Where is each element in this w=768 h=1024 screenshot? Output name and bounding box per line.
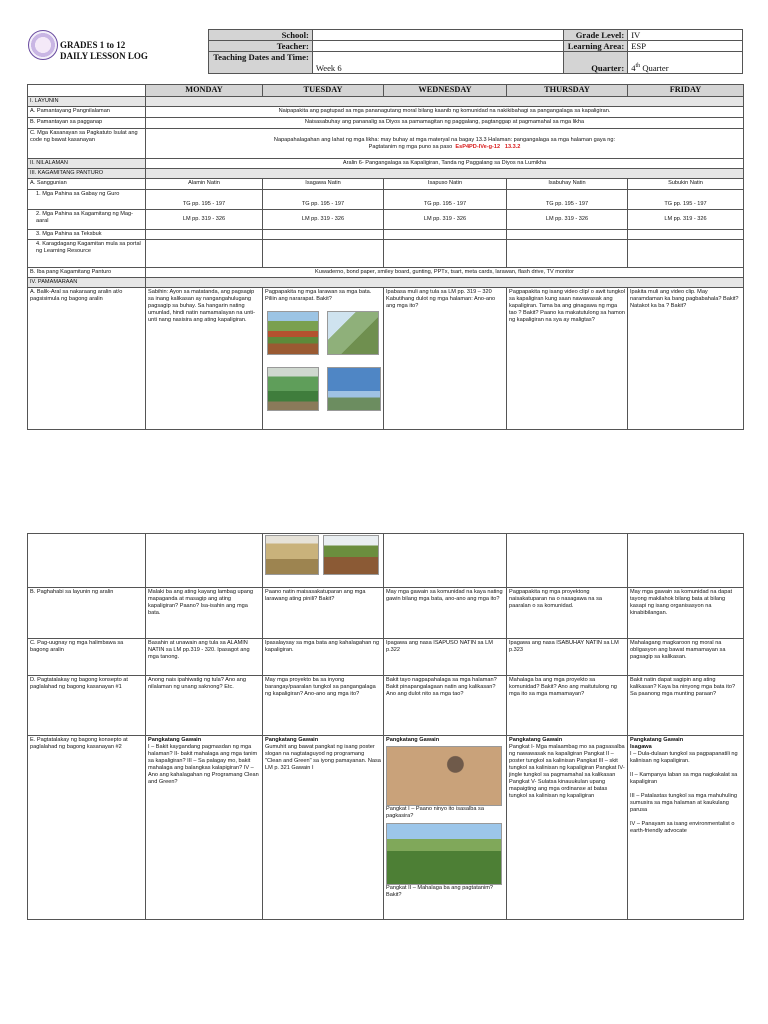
fri-item-4: IV – Panayam sa isang environmentalist o earth-friendly advocate [630, 821, 735, 834]
pangkatang-gawain-thu: Pangkatang Gawain [509, 737, 563, 743]
dll-title: DAILY LESSON LOG [60, 51, 148, 61]
pagtalakay2-mon-body: I – Bakit kaygandang pagmasdan ng mga halaman? II- bakit mahalaga ang mga tanim sa kapaligiran? III – Sa palagay mo, bakit mahalaga ang balangkas kalapigiran? IV – Ano ang kahalagahan ng Programang Clean and Green? [148, 744, 259, 785]
kasanayan-sub: Pagtatanim ng mga puno sa paso [368, 143, 453, 150]
quarter-word: Quarter [642, 63, 669, 73]
tg-wed: TG pp. 195 - 197 [384, 190, 507, 210]
day-wednesday: WEDNESDAY [384, 85, 507, 97]
cont-mon-blank [146, 534, 263, 588]
pangkatang-gawain-fri: Pangkatang Gawain [630, 737, 684, 743]
karagdagang-tue [263, 240, 384, 268]
teksbuk-mon [146, 230, 263, 240]
paghahabi-wed: May mga gawain sa komunidad na kaya nating gawin bilang mga bata, ano-ano ang mga ito? [384, 588, 507, 639]
day-header-blank [28, 85, 146, 97]
cont-thu-blank [507, 534, 628, 588]
pangkatang-gawain-wed: Pangkatang Gawain [386, 737, 440, 743]
fri-item-2: II – Kampanya laban sa mga nagkakalat sa kapaligiran [630, 772, 738, 785]
tg-thu: TG pp. 195 - 197 [507, 190, 628, 210]
garden-plot-photo [323, 535, 379, 575]
label-magaaral: 2. Mga Pahina sa Kagamitang ng Mag-aaral [28, 210, 146, 230]
karagdagang-thu [507, 240, 628, 268]
section-layunin: I. LAYUNIN [28, 97, 146, 107]
kasanayan-main: Napapahalagahan ang lahat ng mga likha: may buhay at mga materyal na bagay 13.3 Halaman: pangangalaga sa mga halaman gaya ng: [273, 136, 616, 143]
label-karagdagang: 4. Karagdagang Kagamitan mula sa portal ng Learning Resource [28, 240, 146, 268]
label-kasanayan: C. Mga Kasanayan sa Pagkatuto Isulat ang code ng bawat kasanayan [28, 129, 146, 159]
header-table [208, 29, 743, 74]
teksbuk-tue [263, 230, 384, 240]
school-label: School: [209, 30, 313, 41]
pagtalakay2-tue-body: Gumuhit ang bawat pangkat ng isang poster slogan na nagtataguyod ng programang "Clean and Green" sa iyong pamayanan. Nasa LM p. 321 Gawain I [265, 744, 381, 771]
grades-title: GRADES 1 to 12 [60, 40, 126, 50]
lm-mon: LM pp. 319 - 326 [146, 210, 263, 230]
lesson-table-page-1 [27, 84, 744, 430]
planting-people-photo [327, 311, 379, 355]
tg-mon: TG pp. 195 - 197 [146, 190, 263, 210]
teacher-label: Teacher: [209, 41, 313, 52]
paghahabi-fri: May mga gawain sa komunidad na dapat tayong makilahok bilang bata at bilang kasapi ng isang organisasyon na kinabibilangan. [628, 588, 744, 639]
lesson-table-page-2 [27, 533, 744, 920]
pagtalakay2-wed [384, 736, 507, 920]
balik-aral-wed: Ipabasa muli ang tula sa LM pp. 319 – 320 Kabutihang dulot ng mga halaman: Ano-ano ang mga ito? [384, 288, 507, 430]
cont-wed-blank [384, 534, 507, 588]
farm-field-photo [267, 311, 319, 355]
kasanayan-num: 13.3.2 [504, 143, 521, 150]
pagtalakay2-mon [146, 736, 263, 920]
label-pamantayan-pagganap: B. Pamantayan sa pagganap [28, 118, 146, 129]
cont-tue-photos [263, 534, 384, 588]
kasanayan-code: EsP4PD-IVe-g-12 [455, 143, 501, 150]
balik-aral-tue-text: Pagpapakita ng mga larawan sa mga bata. Piliin ang nararapat. Bakit? [265, 289, 372, 302]
sanggunian-col-4: Isabuhay Natin [507, 179, 628, 190]
label-pamantayang-pangnilalaman: A. Pamantayang Pangnilalaman [28, 107, 146, 118]
pag-uugnay-mon: Basahin at unawain ang tula sa ALAMIN NATIN sa LM pp.319 - 320. Ipasagot ang mga tanong. [146, 639, 263, 676]
quarter-value[interactable] [628, 52, 743, 74]
label-paghahabi: B. Paghahabi sa layunin ng aralin [28, 588, 146, 639]
karagdagang-mon [146, 240, 263, 268]
sanggunian-col-3: Isapuso Natin [384, 179, 507, 190]
pamantayang-pangnilalaman-text: Naipapakita ang pagtupad sa mga pananagutang moral bilang kaanib ng komunidad na nakikibahagi sa pangangalaga sa kapaligiran. [146, 107, 744, 118]
grade-level-value[interactable]: IV [628, 30, 743, 41]
cont-fri-blank [628, 534, 744, 588]
day-friday: FRIDAY [628, 85, 744, 97]
fri-item-1: I – Dula-dulaan tungkol sa pagpapanatili ng kalinisan ng kapaligiran. [630, 751, 738, 764]
cont-label-blank [28, 534, 146, 588]
tg-tue: TG pp. 195 - 197 [263, 190, 384, 210]
label-gabay: 1. Mga Pahina sa Gabay ng Guro [28, 190, 146, 210]
paghahabi-mon: Malaki ba ang ating kayang lambag upang mapaganda at masagip ang ating kapaligiran? Paano? Isa-isahin ang mga bata. [146, 588, 263, 639]
quarter-label: Quarter: [564, 52, 628, 74]
pagtalakay1-thu: Mahalaga ba ang mga proyekto sa komunidad? Bakit? Ano ang maitutulong ng mga ito sa mga mamamayan? [507, 676, 628, 736]
teksbuk-thu [507, 230, 628, 240]
teksbuk-wed [384, 230, 507, 240]
nilalaman-text: Aralin 6- Pangangalaga sa Kapaligiran, Tanda ng Paggalang sa Diyos na Lumikha [146, 159, 744, 169]
fri-item-3: III – Patalastas tungkol sa mga mahuhuling sumusira sa mga halaman at kaukulang parusa [630, 793, 737, 813]
section-kagamitang: III. KAGAMITANG PANTURO [28, 169, 146, 179]
label-iba-pang: B. Iba pang Kagamitang Panturo [28, 268, 146, 278]
balik-aral-thu: Pagpapakita ng isang video clip/ o awit tungkol sa kapaligiran kung saan nawawasak ang kapaligiran. Tama ba ang ginagawa ng mga tao ? Bakit? Paano ka makatutulong sa hamon ng kapaligiran na sya ay maligtas? [507, 288, 628, 430]
label-pagtalakay-1: D. Pagtatalakay ng bagong konsepto at paglalahad ng bagong kasanayan #1 [28, 676, 146, 736]
balik-aral-fri: Ipakita muli ang video clip. May naramdaman ka bang pagbabahala? Bakit? Natakot ka ba ? Bakit? [628, 288, 744, 430]
label-balik-aral: A. Balik-Aral sa nakaraang aralin at/o pagsisimula ng bagong aralin [28, 288, 146, 430]
iba-pang-text: Kuwaderno, bond paper, smiley board, gunting, PPTx, tsart, meta cards, larawan, flash drive, TV monitor [146, 268, 744, 278]
learning-area-label: Learning Area: [564, 41, 628, 52]
grade-level-label: Grade Level: [564, 30, 628, 41]
farm-planting-photo [386, 823, 502, 885]
sanggunian-col-5: Subukin Natin [628, 179, 744, 190]
wed-caption-1: Pangkat I – Paano ninyo ito isasalba sa pagkasira? [386, 806, 484, 819]
teacher-field[interactable] [312, 41, 563, 52]
teaching-dates-value[interactable]: Week 6 [312, 52, 563, 74]
pangkatang-gawain-tue: Pangkatang Gawain [265, 737, 319, 743]
karagdagang-fri [628, 240, 744, 268]
pagtalakay1-tue: May mga proyekto ba sa inyong barangay/paaralan tungkol sa pangangalaga ng kapaligiran? Ano-ano ang mga ito? [263, 676, 384, 736]
section-layunin-fill [146, 97, 744, 107]
lm-fri: LM pp. 319 - 326 [628, 210, 744, 230]
pagtalakay1-wed: Bakit tayo nagpapahalaga sa mga halaman? Bakit pinapangalagaan natin ang kalikasan? Ano ang dulot nito sa mga tao? [384, 676, 507, 736]
balik-aral-photos [265, 303, 381, 421]
kasanayan-line2 [148, 144, 741, 151]
pagtalakay2-fri [628, 736, 744, 920]
kasanayan-cell [146, 129, 744, 159]
rice-field-photo [265, 535, 319, 575]
pagtalakay1-fri: Bakit natin dapat sagipin ang ating kalikasan? Kaya ba ninyong mga bata ito? Sa paanong mga munting paraan? [628, 676, 744, 736]
karagdagang-wed [384, 240, 507, 268]
cont-photo-wrap [265, 535, 381, 583]
paghahabi-thu: Pagpapakita ng mga proyektong naisakatuparan na o nasagawa na sa paaralan o sa komunidad. [507, 588, 628, 639]
pangkatang-gawain-mon: Pangkatang Gawain [148, 737, 202, 743]
sanggunian-col-1: Alamin Natin [146, 179, 263, 190]
section-pamamaraan-fill [146, 278, 744, 288]
quarter-number: 4 [631, 63, 636, 73]
greenhouse-photo [267, 367, 319, 411]
pagtalakay2-thu-body: Pangkat I- Mga malaambag mo sa pagsasalba ng nawawasak na kapaligiran Pangkat II – poster tungkol sa kalinisan Pangkat III – skit tungkol sa kalinisan ng kapaligiran Pangkat IV- jingle tungkol sa pagmamahal sa kalikasan Pangkat V- Sulatsa kinauukulan upang mapaigting ang mga ordinanse at batas tungkol sa kalinisan ng kapaligiran [509, 744, 625, 799]
day-thursday: THURSDAY [507, 85, 628, 97]
label-pag-uugnay: C. Pag-uugnay ng mga halimbawa sa bagong aralin [28, 639, 146, 676]
drought-photo [386, 746, 502, 806]
teaching-dates-label: Teaching Dates and Time: [209, 52, 313, 74]
sanggunian-col-2: Isagawa Natin [263, 179, 384, 190]
pag-uugnay-wed: Ipagawa ang nasa ISAPUSO NATIN sa LM p.322 [384, 639, 507, 676]
section-nilalaman: II. NILALAMAN [28, 159, 146, 169]
section-pamamaraan: IV. PAMAMARAAN [28, 278, 146, 288]
lm-wed: LM pp. 319 - 326 [384, 210, 507, 230]
section-kagamitang-fill [146, 169, 744, 179]
pagtalakay1-mon: Anong nais ipahiwatig ng tula? Ano ang nilalaman ng unang saknong? Etc. [146, 676, 263, 736]
tg-fri: TG pp. 195 - 197 [628, 190, 744, 210]
pag-uugnay-fri: Mahalagang magkaroon ng moral na obligasyon ang bawat mamamayan sa pagsagip sa kalikasan. [628, 639, 744, 676]
wed-caption-2: Pangkat II – Mahalaga ba ang pagtatanim? Bakit? [386, 885, 493, 898]
label-teksbuk: 3. Mga Pahina sa Teksbuk [28, 230, 146, 240]
label-pagtalakay-2: E. Pagtatalakay ng bagong konsepto at paglalahad ng bagong kasanayan #2 [28, 736, 146, 920]
pagtalakay2-tue [263, 736, 384, 920]
balik-aral-mon: Sabihin: Ayon sa matatanda, ang pagsagip sa inang kalikasan ay nangangahulugang pagsagip sa buhay. Sa hangarin nating umunlad, hindi natin namamalayan na unti-unti nang nasisira ang ating kapaligiran. [146, 288, 263, 430]
school-field[interactable] [312, 30, 563, 41]
balik-aral-tue [263, 288, 384, 430]
lm-thu: LM pp. 319 - 326 [507, 210, 628, 230]
deped-seal [28, 30, 58, 60]
pag-uugnay-thu: Ipagawa ang nasa ISABUHAY NATIN sa LM p.323 [507, 639, 628, 676]
pamantayan-pagganap-text: Naisasabuhay ang pananalig sa Diyos sa pamamagitan ng paggalang, pagtanggap at pagmamahal sa mga likha [146, 118, 744, 129]
learning-area-value[interactable]: ESP [628, 41, 743, 52]
pagtalakay2-thu [507, 736, 628, 920]
quarter-suffix: th [635, 63, 641, 70]
paghahabi-tue: Paano natin maisasakatuparan ang mga larawang ating pinili? Bakit? [263, 588, 384, 639]
teksbuk-fri [628, 230, 744, 240]
landscape-photo [327, 367, 381, 411]
pag-uugnay-tue: Ipasalaysay sa mga bata ang kahalagahan ng kapaligiran. [263, 639, 384, 676]
isagawa-fri: Isagawa [630, 744, 652, 750]
lm-tue: LM pp. 319 - 326 [263, 210, 384, 230]
day-monday: MONDAY [146, 85, 263, 97]
label-sanggunian: A. Sanggunian [28, 179, 146, 190]
day-tuesday: TUESDAY [263, 85, 384, 97]
